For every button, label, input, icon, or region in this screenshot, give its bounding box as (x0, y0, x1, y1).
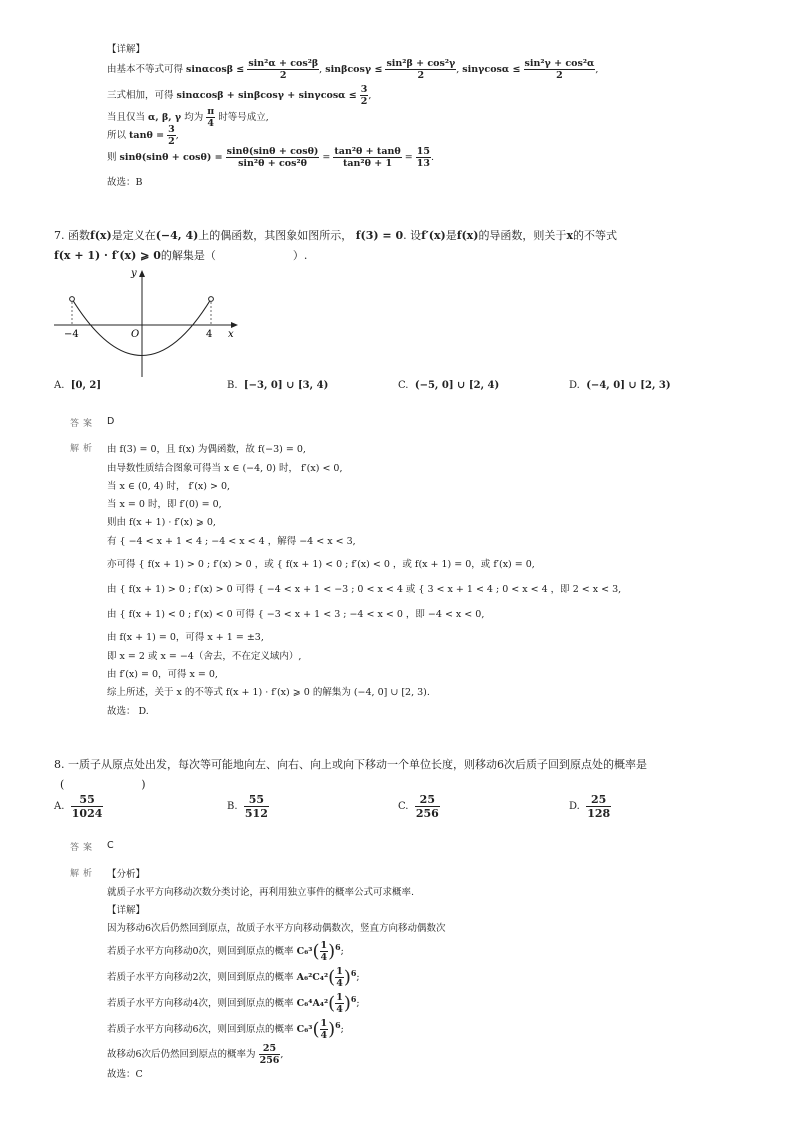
q8-answer: C (107, 840, 114, 851)
q8-analysis-header: 【分析】 (107, 869, 146, 880)
q8-case-line: 若质子水平方向移动6次，则回到原点的概率 C₆³( $\frac{1}{4}$ )$^6$; (107, 1018, 344, 1041)
q7-option-c[interactable]: C. (−5, 0] ∪ [2, 4) (398, 380, 500, 391)
q7-analysis-line: 由 f(3) = 0，且 f(x) 为偶函数，故 f(−3) = 0, (107, 444, 306, 455)
q8-choice: 故选：C (107, 1069, 143, 1080)
q7-analysis-line: 即 x = 2 或 x = −4（舍去，不在定义域内）, (107, 651, 302, 662)
q7-option-b[interactable]: B. [−3, 0] ∪ [3, 4) (227, 380, 329, 391)
open-endpoint-right (209, 297, 214, 302)
q7-analysis-line: 由 f(x + 1) = 0，可得 x + 1 = ±3, (107, 632, 264, 643)
q8-case-line: 若质子水平方向移动2次，则回到原点的概率 A₆²C₄²( $\frac{1}{4}$ )$^6$; (107, 966, 360, 989)
q6-line-3: 当且仅当 α, β, γ 均为 $\frac{\pi}{4}$ 时等号成立, (107, 106, 269, 129)
q8-analysis-line: 因为移动6次后仍然回到原点，故质子水平方向移动偶数次，竖直方向移动偶数次 (107, 923, 446, 934)
q8-option-d[interactable]: D. $\frac{25}{128}$ (569, 793, 611, 820)
q7-option-a[interactable]: A. [0, 2] (54, 380, 102, 391)
q7-analysis-line: 由导数性质结合图象可得当 x ∈ (−4, 0) 时， f′(x) < 0, (107, 463, 343, 474)
q7-answer: D (107, 416, 115, 427)
open-endpoint-left (70, 297, 75, 302)
tick-label-4: 4 (206, 329, 213, 340)
q7-analysis-line: 当 x ∈ (0, 4) 时， f′(x) > 0, (107, 481, 231, 492)
q7-analysis-line: 故选： D. (107, 706, 149, 717)
q7-analysis-line: 由 { f(x + 1) < 0 ; f′(x) < 0 可得 { −3 < x + 1 < 3 ; −4 < x < 0 ，即 −4 < x < 0, (107, 609, 485, 620)
q8-total-line: 故移动6次后仍然回到原点的概率为 $\frac{25}{256}$ , (107, 1043, 284, 1066)
origin-label: O (131, 329, 140, 340)
y-axis-arrow-icon (139, 270, 145, 277)
q8-option-a[interactable]: A. $\frac{55}{1024}$ (54, 793, 103, 820)
q7-analysis-label: 解析 (70, 444, 97, 454)
q8-stem-line-2: ( ) (60, 778, 146, 791)
q6-line-5: 则 sinθ(sinθ + cosθ) = $\frac{\sin\theta(\sin\theta + \cos\theta)}{\text{sin²θ + cos²θ}}$ = $\frac{\text{tan²θ + tanθ}}{\text{tan²θ + 1}}$ = $\frac{15}{13}$ . (107, 146, 434, 169)
q6-line-2: 三式相加，可得 sinαcosβ + sinβcosγ + sinγcosα ≤ $\frac{3}{2}$ , (107, 84, 372, 107)
q8-analysis-label: 解析 (70, 869, 97, 879)
q7-function-graph (50, 262, 250, 380)
q7-analysis-line: 有 { −4 < x + 1 < 4 ; −4 < x < 4 ，解得 −4 < x < 3, (107, 536, 356, 547)
x-axis-arrow-icon (231, 322, 238, 328)
y-axis-label: y (131, 268, 137, 279)
q7-stem-line-1: 7. 函数f(x)是定义在(−4, 4)上的偶函数，其图象如图所示， f(3) = 0. 设f′(x)是f(x)的导函数，则关于x的不等式 (54, 229, 617, 242)
tick-label-neg4: −4 (64, 329, 79, 340)
q6-line-4: 所以 tanθ = $\frac{3}{2}$ , (107, 124, 179, 147)
q7-answer-label: 答案 (70, 419, 97, 429)
q7-analysis-line: 综上所述，关于 x 的不等式 f(x + 1) · f′(x) ⩾ 0 的解集为 (−4, 0] ∪ [2, 3). (107, 687, 430, 698)
q6-detail-header: 【详解】 (107, 44, 146, 55)
q8-detail-header: 【详解】 (107, 905, 146, 916)
q7-analysis-line: 当 x = 0 时，即 f′(0) = 0, (107, 499, 222, 510)
q8-option-b[interactable]: B. $\frac{55}{512}$ (227, 793, 268, 820)
q7-analysis-line: 由 f′(x) = 0，可得 x = 0, (107, 669, 218, 680)
q7-option-d[interactable]: D. (−4, 0] ∪ [2, 3) (569, 380, 671, 391)
q7-analysis-line: 由 { f(x + 1) > 0 ; f′(x) > 0 可得 { −4 < x + 1 < −3 ; 0 < x < 4 或 { 3 < x + 1 < 4 ; 0 < x < 4 ，即 2 < x < 3, (107, 584, 622, 595)
q8-stem-line-1: 8. 一质子从原点处出发，每次等可能地向左、向右、向上或向下移动一个单位长度，则移动6次后质子回到原点处的概率是 (54, 758, 647, 771)
q8-option-c[interactable]: C. $\frac{25}{256}$ (398, 793, 439, 820)
q7-analysis-line: 则由 f(x + 1) · f′(x) ⩾ 0, (107, 517, 216, 528)
q6-line-1: 由基本不等式可得 sinαcosβ ≤ $\frac{\text{sin²α + cos²β}}{2}$ , sinβcosγ ≤ $\frac{\text{sin²β + cos²γ}}{2}$ , sinγcosα ≤ $\frac{\text{sin²γ + cos²α}}{2}$ , (107, 58, 599, 81)
q8-case-line: 若质子水平方向移动0次，则回到原点的概率 C₆³( $\frac{1}{4}$ )$^6$; (107, 940, 344, 963)
x-axis-label: x (228, 329, 234, 340)
q7-analysis-line: 亦可得 { f(x + 1) > 0 ; f′(x) > 0 ，或 { f(x + 1) < 0 ; f′(x) < 0 ，或 f(x + 1) = 0，或 f′(x) = 0, (107, 559, 535, 570)
q8-case-line: 若质子水平方向移动4次，则回到原点的概率 C₆⁴A₄²( $\frac{1}{4}$ )$^6$; (107, 992, 360, 1015)
q6-choice: 故选：B (107, 177, 143, 188)
q8-analysis-line: 就质子水平方向移动次数分类讨论，再利用独立事件的概率公式可求概率. (107, 887, 415, 898)
q7-stem-line-2: f(x + 1) · f′(x) ⩾ 0的解集是（ ）. (54, 249, 308, 262)
q8-answer-label: 答案 (70, 843, 97, 853)
